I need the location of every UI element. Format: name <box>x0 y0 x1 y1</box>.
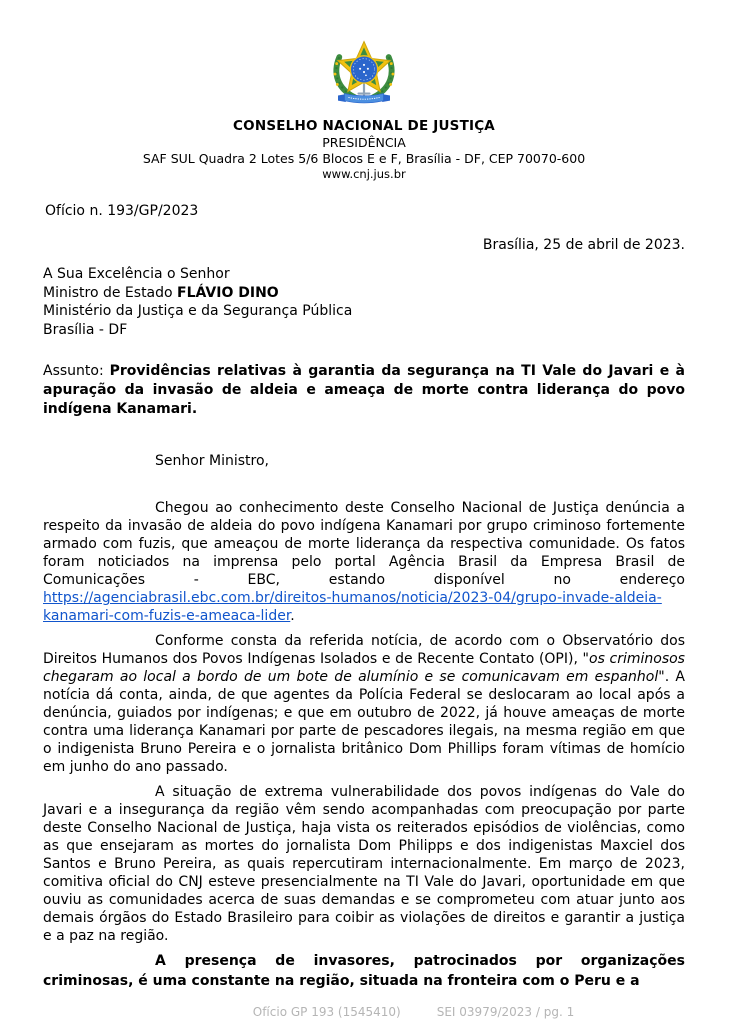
recipient-ministry: Ministério da Justiça e da Segurança Pública <box>43 303 353 319</box>
brazil-coat-of-arms-icon <box>325 34 403 114</box>
paragraph-2-text: Conforme consta da referida notícia, de acordo com o Observatório dos Direitos Humanos dos Povos Indígenas Isolados e de Recente Contato (OPI), " <box>43 633 685 667</box>
letterhead <box>43 34 685 182</box>
document-number: Ofício n. 193/GP/2023 <box>45 203 199 219</box>
footer-doc-ref: Ofício GP 193 (1545410) <box>252 1005 401 1019</box>
paragraph-2-text-after: ". A notícia dá conta, ainda, de que agentes da Polícia Federal se deslocaram ao local após a denúncia, guiados por indígenas; e que em outubro de 2022, já houve ameaças de morte contra uma liderança Kanamari por parte de pescadores ilegais, na mesma região em que o indigenista Bruno Pereira e o jornalista britânico Dom Phillips foram vítimas de homício em junho do ano passado. <box>43 669 685 775</box>
org-name: CONSELHO NACIONAL DE JUSTIÇA <box>233 118 495 134</box>
footer-sei-ref: SEI 03979/2023 / pg. 1 <box>436 1005 575 1019</box>
paragraph-1 <box>43 499 685 625</box>
subject-line <box>43 362 685 419</box>
paragraph-3: A situação de extrema vulnerabilidade dos povos indígenas do Vale do Javari e a insegurança da região vêm sendo acompanhadas com preocupação por parte deste Conselho Nacional de Justiça, haja vista os reiterados episódios de violências, como as que ensejaram as mortes do jornalista Dom Philipps e dos indigenistas Maxciel dos Santos e Bruno Pereira, as quais repercutiram internacionalmente. Em março de 2023, comitiva oficial do CNJ esteve presencialmente na TI Vale do Javari, oportunidade em que ouviu as comunidades acerca de suas demandas e se comprometeu com atuar junto aos demais órgãos do Estado Brasileiro para coibir as violações de direitos e garantir a justiça e a paz na região. <box>43 784 685 944</box>
dateline: Brasília, 25 de abril de 2023. <box>482 237 685 253</box>
news-article-link[interactable]: https://agenciabrasil.ebc.com.br/direitos-humanos/noticia/2023-04/grupo-invade-aldeia-kanamari-com-fuzis-e-ameaca-lider <box>43 590 662 624</box>
paragraph-1-text: Chegou ao conhecimento deste Conselho Nacional de Justiça denúncia a respeito da invasão de aldeia do povo indígena Kanamari por grupo criminoso fortemente armado com fuzis, que ameaçou de morte liderança da respectiva comunidade. Os fatos foram noticiados na imprensa pelo portal Agência Brasil da Empresa Brasil de Comunicações - EBC, estando disponível no endereço <box>43 500 685 588</box>
recipient-city: Brasília - DF <box>43 321 128 338</box>
paragraph-2-quote: os criminosos chegaram ao local a bordo de um bote de alumínio e se comunicavam em espanhol <box>43 651 685 685</box>
recipient-honorific: A Sua Excelência o Senhor <box>43 266 230 282</box>
recipient-block <box>43 265 685 339</box>
paragraph-2 <box>43 632 685 776</box>
subject-label: Assunto: <box>43 363 110 379</box>
org-website: www.cnj.jus.br <box>322 167 406 181</box>
recipient-title: Ministro de Estado <box>43 284 178 301</box>
salutation: Senhor Ministro, <box>155 453 269 469</box>
subject-text: Providências relativas à garantia da segurança na TI Vale do Javari e à apuração da invasão de aldeia e ameaça de morte contra liderança do povo indígena Kanamari. <box>43 363 686 417</box>
sei-footer <box>48 1005 731 1019</box>
org-unit: PRESIDÊNCIA <box>322 135 406 150</box>
paragraph-4: A presença de invasores, patrocinados por organizações criminosas, é uma constante na região, situada na fronteira com o Peru e a <box>43 953 685 989</box>
recipient-name: FLÁVIO DINO <box>177 284 279 301</box>
letter-body <box>43 202 685 991</box>
recipient-name-line <box>43 284 685 303</box>
paragraph-1-period: . <box>290 608 295 624</box>
org-address: SAF SUL Quadra 2 Lotes 5/6 Blocos E e F, Brasília - DF, CEP 70070-600 <box>142 151 586 166</box>
